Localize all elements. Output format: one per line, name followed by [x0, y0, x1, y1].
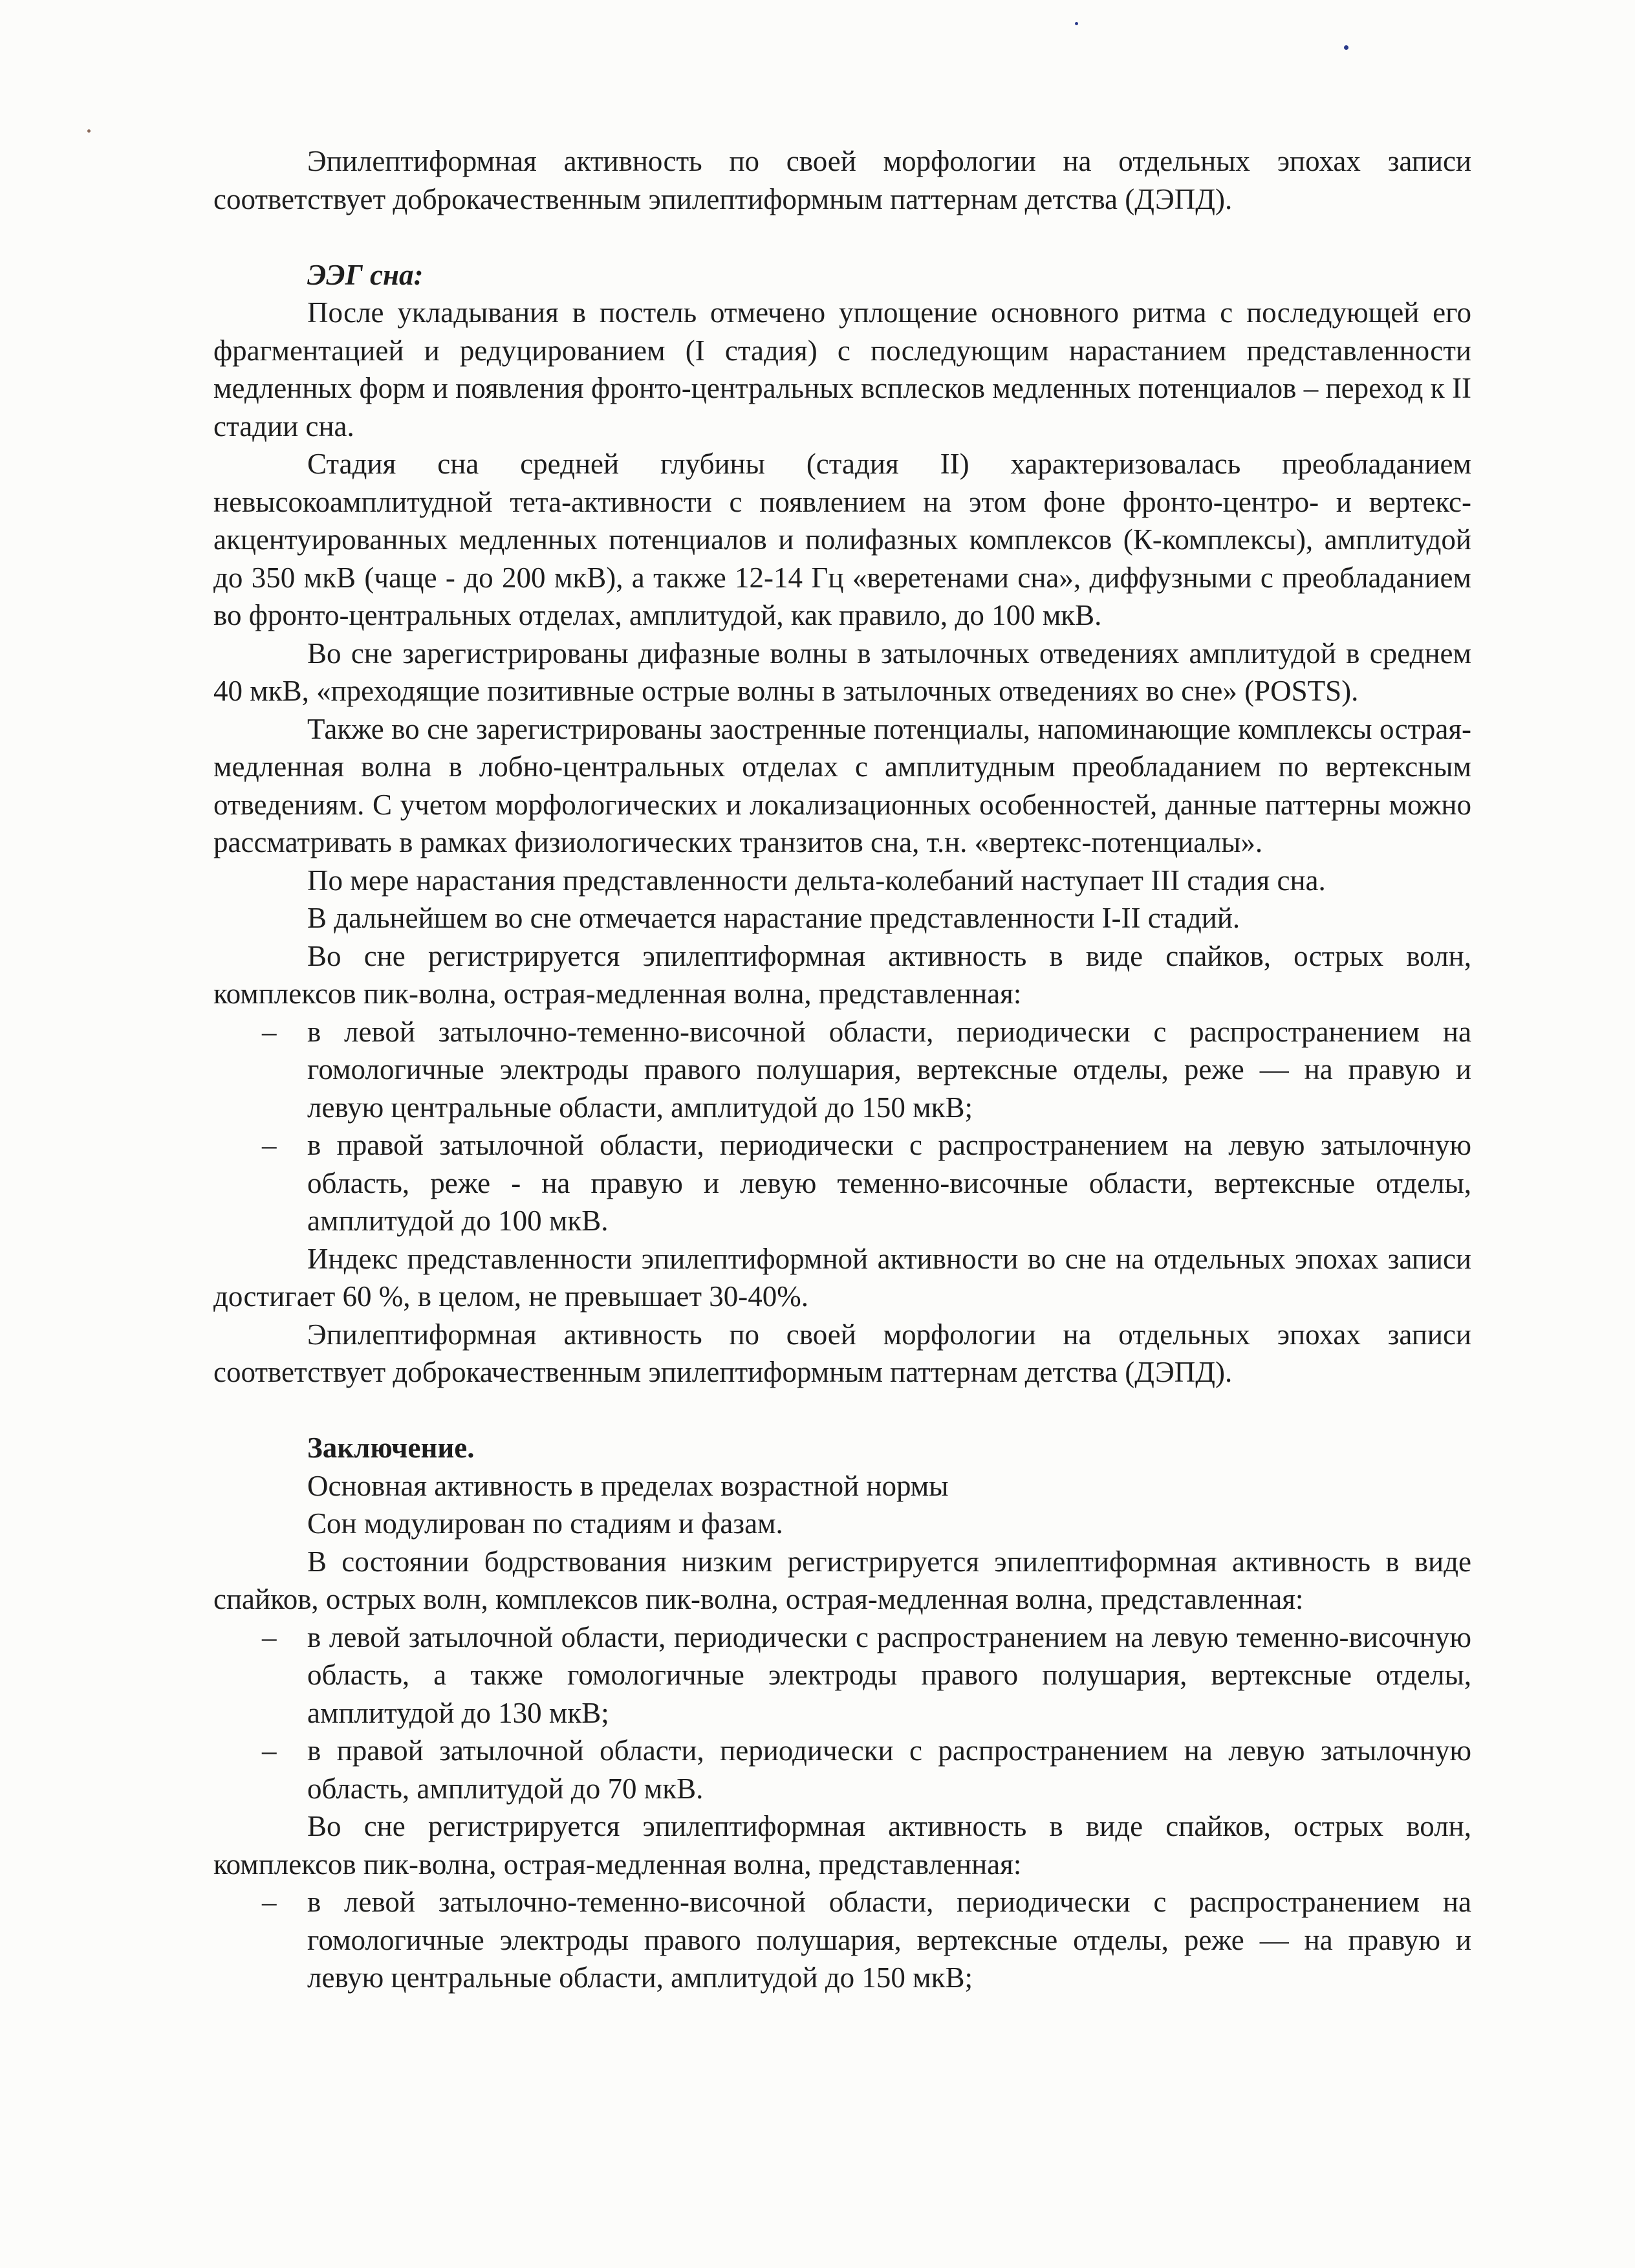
- list-item: [213, 1013, 1471, 1127]
- list-dash: –: [262, 1886, 277, 1918]
- list-dash: –: [262, 1620, 277, 1653]
- document-body: [213, 142, 1471, 1997]
- conclusion-line: Сон модулирован по стадиям и фазам.: [307, 1507, 783, 1540]
- list-item: [213, 1126, 1471, 1240]
- conclusion-line: Основная активность в пределах возрастной нормы: [307, 1469, 949, 1502]
- paragraph: Эпилептиформная активность по своей морфологии на отдельных эпохах записи соответствует доброкачественным эпилептиформным паттернам детства (ДЭПД).: [213, 145, 1471, 215]
- list-item-text: в левой затылочной области, периодически с распространением на левую теменно-височную область, а также гомологичные электроды правого полушария, вертексные отделы, амплитудой до 130 мкВ;: [307, 1620, 1471, 1729]
- paragraph: Стадия сна средней глубины (стадия II) характеризовалась преобладанием невысокоамплитудной тета-активности с появлением на этом фоне фронто-центро- и вертекс-акцентуированных медленных потенциалов и полифазных комплексов (К-комплексы), амплитудой до 350 мкВ (чаще - до 200 мкВ), а также 12-14 Гц «веретенами сна», диффузными с преобладанием во фронто-центральных отделах, амплитудой, как правило, до 100 мкВ.: [213, 448, 1471, 631]
- scan-speck: [1344, 45, 1348, 50]
- scan-speck: [1075, 22, 1078, 25]
- list-item-text: в правой затылочной области, периодически с распространением на левую затылочную область, амплитудой до 70 мкВ.: [307, 1734, 1471, 1805]
- section-heading-sleep-eeg: ЭЭГ сна:: [307, 258, 424, 291]
- scan-speck: [87, 129, 91, 133]
- list-item: [213, 1883, 1471, 1997]
- paragraph: Во сне зарегистрированы дифазные волны в затылочных отведениях амплитудой в среднем 40 мкВ, «преходящие позитивные острые волны в затылочных отведениях во сне» (POSTS).: [213, 637, 1471, 707]
- list-dash: –: [262, 1734, 277, 1767]
- paragraph: Во сне регистрируется эпилептиформная активность в виде спайков, острых волн, комплексов пик-волна, острая-медленная волна, представленная:: [213, 939, 1471, 1010]
- paragraph: Также во сне зарегистрированы заостренные потенциалы, напоминающие комплексы острая-медленная волна в лобно-центральных отделах с амплитудным преобладанием по вертексным отведениям. С учетом морфологических и локализационных особенностей, данные паттерны можно рассматривать в рамках физиологических транзитов сна, т.н. «вертекс-потенциалы».: [213, 712, 1471, 858]
- list-dash: –: [262, 1015, 277, 1048]
- list-dash: –: [262, 1129, 277, 1161]
- paragraph: Во сне регистрируется эпилептиформная активность в виде спайков, острых волн, комплексов пик-волна, острая-медленная волна, представленная:: [213, 1810, 1471, 1881]
- paragraph: Эпилептиформная активность по своей морфологии на отдельных эпохах записи соответствует доброкачественным эпилептиформным паттернам детства (ДЭПД).: [213, 1318, 1471, 1388]
- list-item-text: в левой затылочно-теменно-височной области, периодически с распространением на гомологичные электроды правого полушария, вертексные отделы, реже — на правую и левую центральные области, амплитудой до 150 мкВ;: [307, 1015, 1471, 1124]
- list-item-text: в левой затылочно-теменно-височной области, периодически с распространением на гомологичные электроды правого полушария, вертексные отделы, реже — на правую и левую центральные области, амплитудой до 150 мкВ;: [307, 1886, 1471, 1994]
- list-item: [213, 1619, 1471, 1732]
- list-item-text: в правой затылочной области, периодически с распространением на левую затылочную область, реже - на правую и левую теменно-височные области, вертексные отделы, амплитудой до 100 мкВ.: [307, 1129, 1471, 1237]
- paragraph: В состоянии бодрствования низким регистрируется эпилептиформная активность в виде спайков, острых волн, комплексов пик-волна, острая-медленная волна, представленная:: [213, 1545, 1471, 1615]
- list-item: [213, 1732, 1471, 1807]
- paragraph: После укладывания в постель отмечено уплощение основного ритма с последующей его фрагментацией и редуцированием (I стадия) с последующим нарастанием представленности медленных форм и появления фронто-центральных всплесков медленных потенциалов – переход к II стадии сна.: [213, 296, 1471, 442]
- paragraph: Индекс представленности эпилептиформной активности во сне на отдельных эпохах записи достигает 60 %, в целом, не превышает 30-40%.: [213, 1242, 1471, 1313]
- section-heading-conclusion: Заключение.: [307, 1432, 475, 1464]
- paragraph: В дальнейшем во сне отмечается нарастание представленности I-II стадий.: [307, 902, 1240, 934]
- paragraph: По мере нарастания представленности дельта-колебаний наступает III стадия сна.: [307, 864, 1326, 897]
